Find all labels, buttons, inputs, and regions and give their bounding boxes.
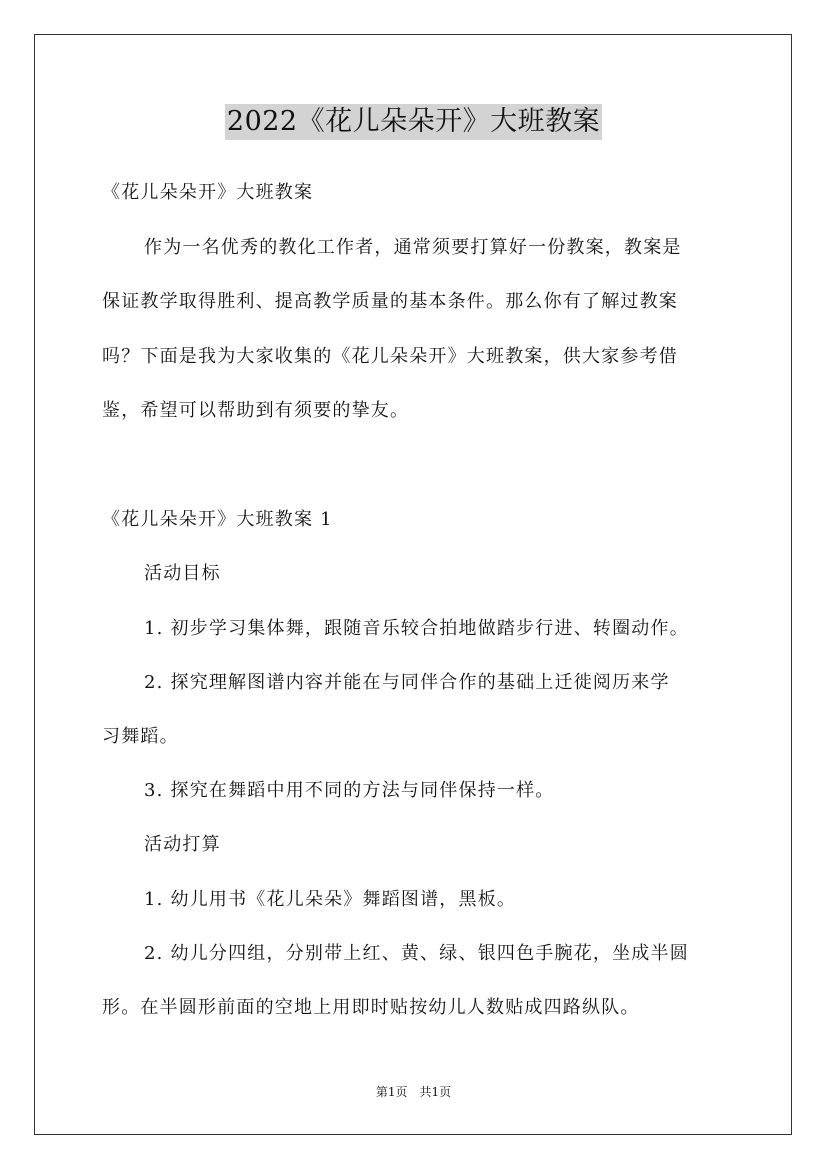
- goal-item: 2. 探究理解图谱内容并能在与同伴合作的基础上迁徙阅历来学: [144, 672, 670, 693]
- goal-item-continued: 习舞蹈。: [102, 726, 179, 747]
- prep-item: 2. 幼儿分四组，分别带上红、黄、绿、银四色手腕花，坐成半圆: [144, 943, 689, 964]
- intro-line: 保证教学取得胜利、提高教学质量的基本条件。那么你有了解过教案: [102, 291, 678, 312]
- page-footer: 第1页 共1页: [375, 1085, 452, 1099]
- intro-line: 作为一名优秀的教化工作者，通常须要打算好一份教案，教案是: [144, 237, 682, 258]
- prep-item: 1. 幼儿用书《花儿朵朵》舞蹈图谱，黑板。: [144, 889, 517, 910]
- document-subtitle: 《花儿朵朵开》大班教案: [102, 182, 314, 203]
- prep-item-continued: 形。在半圆形前面的空地上用即时贴按幼儿人数贴成四路纵队。: [102, 997, 640, 1018]
- title-container: [0, 104, 827, 140]
- section-heading: 《花儿朵朵开》大班教案 1: [102, 509, 333, 530]
- document-title: 2022《花儿朵朵开》大班教案: [225, 104, 602, 140]
- intro-line: 吗？下面是我为大家收集的《花儿朵朵开》大班教案，供大家参考借: [102, 346, 678, 367]
- goals-heading: 活动目标: [144, 563, 221, 584]
- prep-heading: 活动打算: [144, 834, 221, 855]
- intro-line: 鉴，希望可以帮助到有须要的挚友。: [102, 400, 410, 421]
- goal-item: 1. 初步学习集体舞，跟随音乐较合拍地做踏步行进、转圈动作。: [144, 618, 689, 639]
- goal-item: 3. 探究在舞蹈中用不同的方法与同伴保持一样。: [144, 780, 555, 801]
